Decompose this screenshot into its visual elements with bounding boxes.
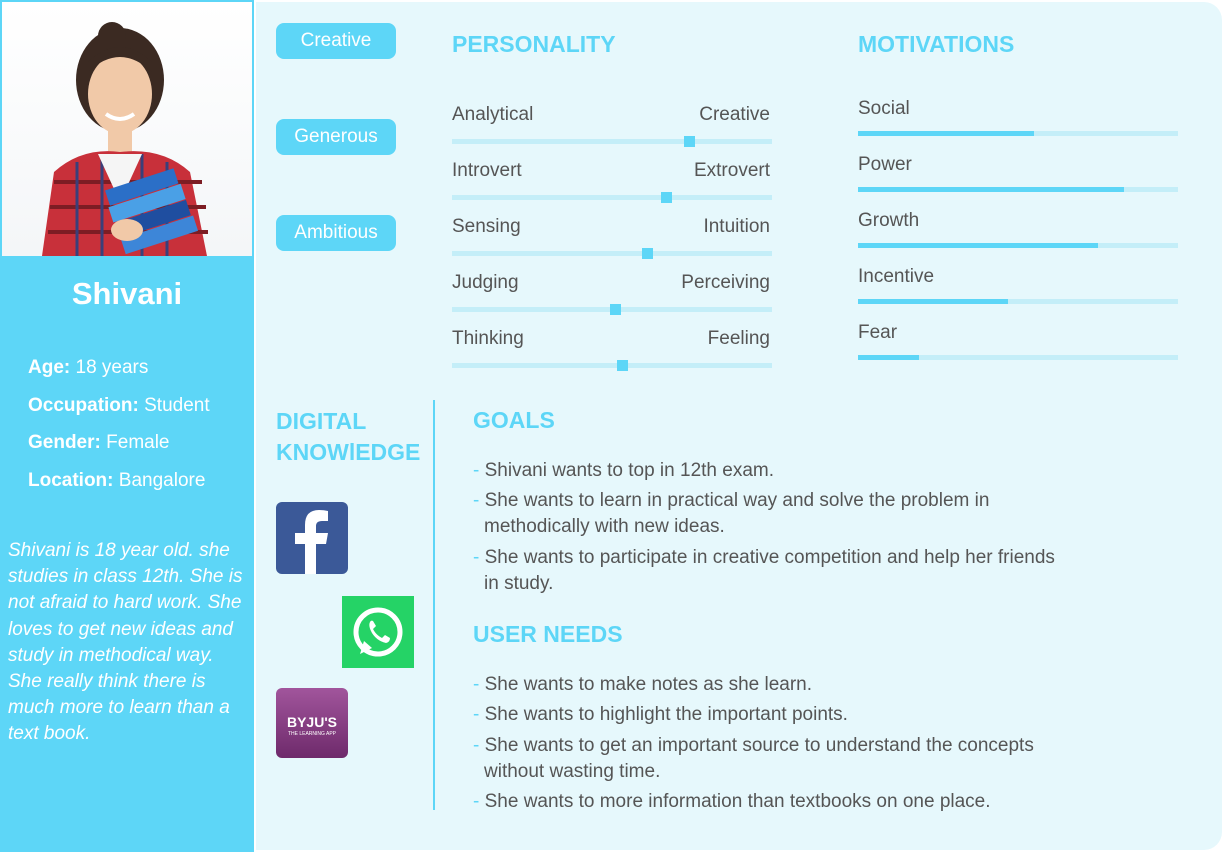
slider-knob [684,136,695,147]
facebook-icon [276,502,348,574]
bullet-dash: - [473,735,485,756]
goal-item [473,458,1153,484]
bullet-dash: - [473,704,485,725]
motivation-bar-fill [858,187,1124,192]
persona-bio: Shivani is 18 year old. she studies in class 12th. She is not afraid to hard work. She loves to get new ideas and study in methodical way. She really think there is much more to learn than a text book. [8,540,243,745]
bullet-dash: - [473,791,485,812]
trait-tag-generous: Generous [276,119,396,155]
slider-knob [642,248,653,259]
personality-heading: PERSONALITY [452,31,616,57]
slider-track [452,139,772,144]
motivation-label: Social [858,98,910,119]
detail-gender [28,432,170,454]
trait-tag-creative: Creative [276,23,396,59]
bullet-dash: - [473,674,485,695]
need-text: She wants to make notes as she learn. [484,674,813,695]
need-item [473,672,1153,698]
goal-text: She wants to learn in practical way and solve the problem in [484,490,990,511]
motivation-label: Growth [858,210,920,231]
trait-tag-ambitious: Ambitious [276,215,396,251]
goal-item [473,488,1153,540]
motivation-bar-fill [858,243,1098,248]
persona-name: Shivani [71,276,183,311]
motivation-label: Incentive [858,266,935,287]
motivation-bar-track [858,187,1178,192]
whatsapp-icon [342,596,414,668]
byjus-icon [276,688,348,758]
goals-heading: GOALS [473,407,555,433]
detail-occupation [28,395,210,417]
detail-label: Gender: [28,432,101,453]
digital-knowledge-heading-line1: DIGITAL [276,408,367,434]
slider-left-label: Judging [452,272,519,293]
detail-value: 18 years [75,357,149,378]
slider-track [452,363,772,368]
slider-knob [617,360,628,371]
detail-location [28,470,205,492]
slider-left-label: Introvert [452,160,522,181]
slider-right-label: Feeling [707,328,770,349]
detail-value: Bangalore [118,470,206,491]
motivation-bar-track [858,355,1178,360]
motivation-bar-track [858,131,1178,136]
goal-item [473,545,1153,597]
need-item [473,733,1153,785]
whatsapp-glyph [342,596,414,668]
persona-sidebar [0,0,254,852]
detail-value: Student [144,395,210,416]
byjus-logo-subtext: THE LEARNING APP [287,731,337,737]
need-text: She wants to get an important source to understand the concepts [484,735,1034,756]
slider-right-label: Creative [699,104,770,125]
slider-track [452,307,772,312]
motivation-bar-fill [858,131,1034,136]
goal-text-continued: in study. [484,573,554,594]
slider-right-label: Extrovert [693,160,770,181]
digital-knowledge-heading-line2: KNOWlEDGE [276,439,421,465]
slider-left-label: Sensing [452,216,521,237]
detail-value: Female [106,432,170,453]
slider-track [452,251,772,256]
bullet-dash: - [473,490,485,511]
facebook-glyph [276,502,348,574]
bullet-dash: - [473,547,485,568]
motivations-heading: MOTIVATIONS [858,31,1015,57]
student-portrait-illustration [2,2,252,256]
motivation-label: Fear [858,322,898,343]
persona-photo [2,2,252,256]
motivation-label: Power [858,154,912,175]
goal-text-continued: methodically with new ideas. [484,516,725,537]
slider-knob [661,192,672,203]
slider-left-label: Analytical [452,104,534,125]
slider-right-label: Intuition [703,216,770,237]
motivation-bar-track [858,299,1178,304]
goal-text: Shivani wants to top in 12th exam. [484,460,774,481]
need-item [473,702,1153,728]
slider-right-label: Perceiving [681,272,770,293]
detail-label: Location: [28,470,114,491]
detail-label: Occupation: [28,395,139,416]
need-text-continued: without wasting time. [484,761,661,782]
bullet-dash: - [473,460,485,481]
motivation-bar-fill [858,299,1008,304]
need-text: She wants to more information than textbooks on one place. [484,791,991,812]
need-text: She wants to highlight the important points. [484,704,848,725]
user-needs-heading: USER NEEDS [473,621,623,647]
slider-track [452,195,772,200]
section-divider [433,400,435,810]
detail-age [28,357,148,379]
byjus-logo-text: BYJU'S [286,714,337,730]
motivation-bar-track [858,243,1178,248]
need-item [473,789,1153,815]
slider-left-label: Thinking [452,328,524,349]
detail-label: Age: [28,357,71,378]
goal-text: She wants to participate in creative competition and help her friends [484,547,1055,568]
slider-knob [610,304,621,315]
motivation-bar-fill [858,355,919,360]
